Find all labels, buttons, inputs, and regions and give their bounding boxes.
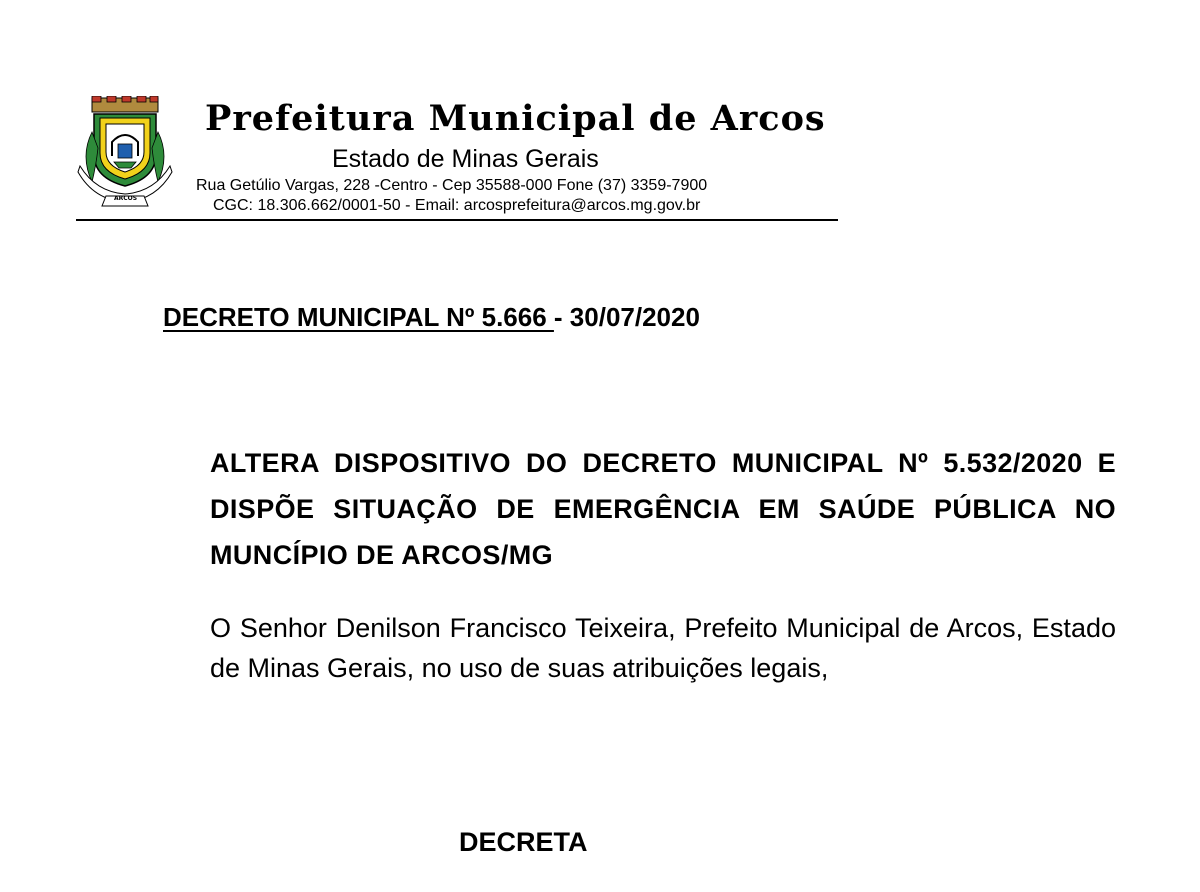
decree-heading [163, 302, 700, 333]
decree-summary: ALTERA DISPOSITIVO DO DECRETO MUNICIPAL Nº 5.532/2020 E DISPÕE SITUAÇÃO DE EMERGÊNCIA EM SAÚDE PÚBLICA NO MUNCÍPIO DE ARCOS/MG [210, 448, 1116, 570]
state-name: Estado de Minas Gerais [332, 145, 599, 173]
address-line: Rua Getúlio Vargas, 228 -Centro - Cep 35588-000 Fone (37) 3359-7900 [196, 177, 708, 194]
decreta-heading: DECRETA [459, 827, 588, 857]
coat-of-arms-emblem [76, 96, 174, 210]
header-divider [76, 219, 838, 221]
decree-date: - 30/07/2020 [553, 302, 700, 332]
cgc-email-line: CGC: 18.306.662/0001-50 - Email: arcosprefeitura@arcos.mg.gov.br [213, 197, 701, 214]
coat-of-arms-label: ARCOS [114, 195, 138, 202]
institution-title: Prefeitura Municipal de Arcos [205, 98, 826, 139]
decree-preamble: O Senhor Denilson Francisco Teixeira, Prefeito Municipal de Arcos, Estado de Minas Gerais, no uso de suas atribuições legais, [210, 613, 1116, 683]
decree-number: DECRETO MUNICIPAL Nº 5.666 [163, 302, 554, 332]
